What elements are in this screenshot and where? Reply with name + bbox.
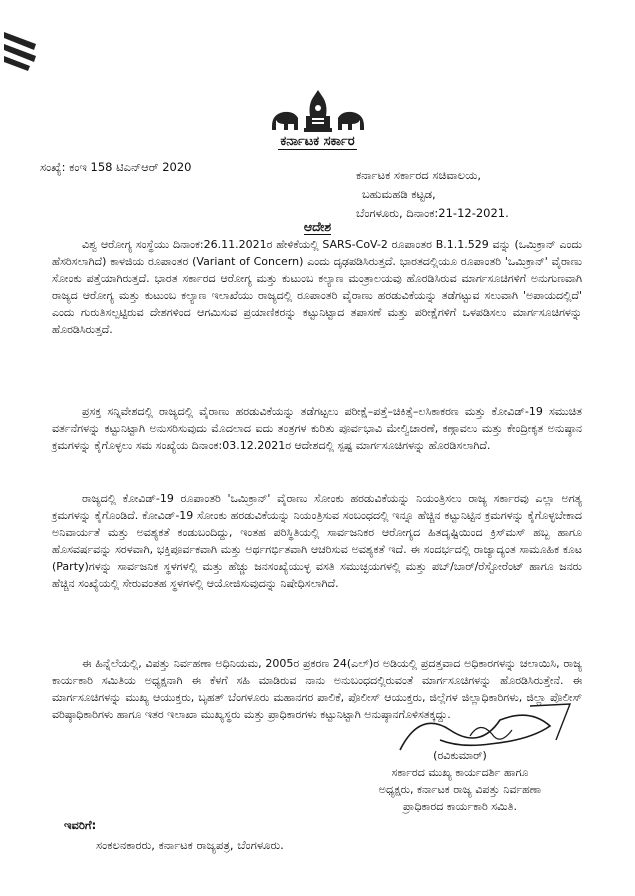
- order-title: [0, 219, 635, 235]
- office-address: [356, 166, 509, 223]
- office-line-3-date: ಬೆಂಗಳೂರು, ದಿನಾಂಕ:21-12-2021.: [356, 206, 509, 220]
- signature-block: [330, 747, 590, 815]
- order-paragraph-2: ಪ್ರಸಕ್ತ ಸನ್ನಿವೇಶದಲ್ಲಿ ರಾಜ್ಯದಲ್ಲಿ ವೈರಾಣು ಹರಡುವಿಕೆಯನ್ನು ತಡೆಗಟ್ಟಲು ಪರೀಕ್ಷೆ–ಪತ್ತೆ–ಚಿಕಿತ್ಸೆ–ಲಸಿಕಾಕರಣ ಮತ್ತು ಕೋವಿಡ್-19 ಸಮುಚಿತ ವರ್ತನೆಗಳನ್ನು ಕಟ್ಟುನಿಟ್ಟಾಗಿ ಅನುಸರಿಸುವುದು ಮೊದಲಾದ ಐದು ತಂತ್ರಗಳ ಕುರಿತು ಪೂರ್ವಭಾವಿ ಮೇಲ್ವಿಚಾರಣೆ, ಕಣ್ಗಾವಲು ಮತ್ತು ಕೇಂದ್ರೀಕೃತ ಅನುಷ್ಠಾನ ಕ್ರಮಗಳನ್ನು ಕೈಗೊಳ್ಳಲು ಸಮ ಸಂಖ್ಯೆಯ ದಿನಾಂಕ:03.12.2021ರ ಆದೇಶದಲ್ಲಿ ಸ್ಪಷ್ಟ ಮಾರ್ಗಸೂಚಿಗಳನ್ನು ಹೊರಡಿಸಲಾಗಿದೆ.: [52, 405, 582, 452]
- state-emblem-icon: [268, 86, 368, 134]
- government-title: [0, 134, 635, 149]
- order-paragraph-1: ವಿಶ್ವ ಆರೋಗ್ಯ ಸಂಸ್ಥೆಯು ದಿನಾಂಕ:26.11.2021ರ ಹೇಳಿಕೆಯಲ್ಲಿ SARS-CoV-2 ರೂಪಾಂತರ B.1.1.529 ವನ್ನು (ಒಮಿಕ್ರಾನ್ ಎಂದು ಹೆಸರಿಸಲಾಗಿದೆ) ಕಾಳಜಿಯ ರೂಪಾಂತರ (Variant of Concern) ಎಂದು ದೃಢಪಡಿಸಿರುತ್ತದೆ. ಭಾರತದಲ್ಲಿಯೂ ರೂಪಾಂತರಿ 'ಒಮಿಕ್ರಾನ್' ವೈರಾಣು ಸೋಂಕು ಪತ್ತೆಯಾಗಿರುತ್ತದೆ. ಭಾರತ ಸರ್ಕಾರದ ಆರೋಗ್ಯ ಮತ್ತು ಕುಟುಂಬ ಕಲ್ಯಾಣ ಮಂತ್ರಾಲಯವು ಹೊರಡಿಸಿರುವ ಮಾರ್ಗಸೂಚಿಗಳಿಗೆ ಅನುಗುಣವಾಗಿ ರಾಜ್ಯದ ಆರೋಗ್ಯ ಮತ್ತು ಕುಟುಂಬ ಕಲ್ಯಾಣ ಇಲಾಖೆಯು ರಾಜ್ಯದಲ್ಲಿ ರೂಪಾಂತರಿ ವೈರಾಣು ಹರಡುವಿಕೆಯನ್ನು ತಡೆಗಟ್ಟುವ ಸಲುವಾಗಿ 'ಅಪಾಯದಲ್ಲಿದೆ' ಎಂದು ಗುರುತಿಸಲ್ಪಟ್ಟಿರುವ ದೇಶಗಳಿಂದ ಆಗಮಿಸುವ ಪ್ರಯಾಣಿಕರನ್ನು ಕಟ್ಟುನಿಟ್ಟಾದ ತಪಾಸಣೆ ಮತ್ತು ಪರೀಕ್ಷೆಗಳಿಗೆ ಒಳಪಡಿಸಲು ಮಾರ್ಗಸೂಚಿಗಳನ್ನು ಹೊರಡಿಸಿರುತ್ತದೆ.: [52, 238, 582, 336]
- office-line-1: ಕರ್ನಾಟಕ ಸರ್ಕಾರದ ಸಚಿವಾಲಯ,: [356, 168, 482, 182]
- signatory-name: (ರವಿಕುಮಾರ್): [433, 749, 487, 762]
- government-name: ಕರ್ನಾಟಕ ಸರ್ಕಾರ: [280, 134, 355, 149]
- order-paragraph-3: ರಾಜ್ಯದಲ್ಲಿ ಕೋವಿಡ್-19 ರೂಪಾಂತರಿ 'ಒಮಿಕ್ರಾನ್' ವೈರಾಣು ಸೋಂಕು ಹರಡುವಿಕೆಯನ್ನು ನಿಯಂತ್ರಿಸಲು ರಾಜ್ಯ ಸರ್ಕಾರವು ಎಲ್ಲಾ ಅಗತ್ಯ ಕ್ರಮಗಳನ್ನು ಕೈಗೊಂಡಿದೆ. ಕೋವಿಡ್-19 ಸೋಂಕು ಹರಡುವಿಕೆಯನ್ನು ನಿಯಂತ್ರಿಸುವ ಸಂಬಂಧದಲ್ಲಿ ಇನ್ನೂ ಹೆಚ್ಚಿನ ಕಟ್ಟುನಿಟ್ಟಿನ ಕ್ರಮಗಳನ್ನು ಕೈಗೊಳ್ಳಬೇಕಾದ ಅನಿವಾರ್ಯತೆ ಮತ್ತು ಅವಶ್ಯಕತೆ ಕಂಡುಬಂದಿದ್ದು, ಇಂತಹ ಪರಿಸ್ಥಿತಿಯಲ್ಲಿ ಸಾರ್ವಜನಿಕರ ಆರೋಗ್ಯದ ಹಿತದೃಷ್ಟಿಯಿಂದ ಕ್ರಿಸ್‌ಮಸ್ ಹಬ್ಬ ಹಾಗೂ ಹೊಸವರ್ಷವನ್ನು ಸರಳವಾಗಿ, ಭಕ್ತಿಪೂರ್ವಕವಾಗಿ ಮತ್ತು ಅರ್ಥಗರ್ಭಿತವಾಗಿ ಆಚರಿಸುವ ಅವಶ್ಯಕತೆ ಇದೆ. ಈ ಸಂದರ್ಭದಲ್ಲಿ ರಾಜ್ಯಾದ್ಯಂತ ಸಾಮೂಹಿಕ ಕೂಟ (Party)ಗಳನ್ನು ಸಾರ್ವಜನಿಕ ಸ್ಥಳಗಳಲ್ಲಿ ಮತ್ತು ಹೆಚ್ಚು ಜನಸಂಖ್ಯೆಯುಳ್ಳ ವಸತಿ ಸಮುಚ್ಛಯಗಳಲ್ಲಿ ಮತ್ತು ಪಬ್/ಬಾರ್/ರೆಸ್ಟೋರೆಂಟ್ ಹಾಗೂ ಜನರು ಹೆಚ್ಚಿನ ಸಂಖ್ಯೆಯಲ್ಲಿ ಸೇರುವಂತಹ ಸ್ಥಳಗಳಲ್ಲಿ ಆಯೋಜಿಸುವುದನ್ನು ನಿಷೇಧಿಸಲಾಗಿದೆ.: [52, 492, 582, 590]
- copy-to-recipient: ಸಂಕಲನಕಾರರು, ಕರ್ನಾಟಕ ರಾಜ್ಯಪತ್ರ, ಬೆಂಗಳೂರು.: [96, 838, 284, 852]
- order-title-text: ಆದೇಶ: [303, 219, 332, 234]
- order-paragraph-4: ಈ ಹಿನ್ನೆಲೆಯಲ್ಲಿ, ವಿಪತ್ತು ನಿರ್ವಹಣಾ ಅಧಿನಿಯಮ, 2005ರ ಪ್ರಕರಣ 24(ಎಲ್)ರ ಅಡಿಯಲ್ಲಿ ಪ್ರದತ್ತವಾದ ಅಧಿಕಾರಗಳನ್ನು ಚಲಾಯಿಸಿ, ರಾಜ್ಯ ಕಾರ್ಯಕಾರಿ ಸಮಿತಿಯ ಅಧ್ಯಕ್ಷನಾಗಿ ಈ ಕೆಳಗೆ ಸಹಿ ಮಾಡಿರುವ ನಾನು ಅನುಬಂಧದಲ್ಲಿರುವಂತೆ ಮಾರ್ಗಸೂಚಿಗಳನ್ನು ಹೊರಡಿಸಿರುತ್ತೇನೆ. ಈ ಮಾರ್ಗಸೂಚಿಗಳನ್ನು ಮುಖ್ಯ ಆಯುಕ್ತರು, ಬೃಹತ್ ಬೆಂಗಳೂರು ಮಹಾನಗರ ಪಾಲಿಕೆ, ಪೊಲೀಸ್ ಆಯುಕ್ತರು, ಜಿಲ್ಲೆಗಳ ಜಿಲ್ಲಾಧಿಕಾರಿಗಳು, ಜಿಲ್ಲಾ ಪೊಲೀಸ್ ವರಿಷ್ಠಾಧಿಕಾರಿಗಳು ಹಾಗೂ ಇತರ ಇಲಾಖಾ ಮುಖ್ಯಸ್ಥರು ಮತ್ತು ಪ್ರಾಧಿಕಾರಗಳು ಕಟ್ಟುನಿಟ್ಟಾಗಿ ಅನುಷ್ಠಾನಗೊಳಿಸತಕ್ಕದ್ದು.: [52, 657, 582, 721]
- signatory-designation-1: ಸರ್ಕಾರದ ಮುಖ್ಯ ಕಾರ್ಯದರ್ಶಿ ಹಾಗೂ: [391, 766, 529, 779]
- signatory-designation-2: ಅಧ್ಯಕ್ಷರು, ಕರ್ನಾಟಕ ರಾಜ್ಯ ವಿಪತ್ತು ನಿರ್ವಹಣಾ: [378, 783, 542, 796]
- office-line-2: ಬಹುಮಹಡಿ ಕಟ್ಟಡ,: [362, 187, 436, 201]
- signatory-designation-3: ಪ್ರಾಧಿಕಾರದ ಕಾರ್ಯಕಾರಿ ಸಮಿತಿ.: [403, 800, 517, 813]
- order-number: ಸಂಖ್ಯೆ: ಕಂಇ 158 ಟಿಎನ್ಆರ್ 2020: [40, 160, 192, 174]
- copy-to-label: ಇವರಿಗೆ:: [64, 818, 97, 832]
- file-corner-mark-icon: [4, 30, 40, 72]
